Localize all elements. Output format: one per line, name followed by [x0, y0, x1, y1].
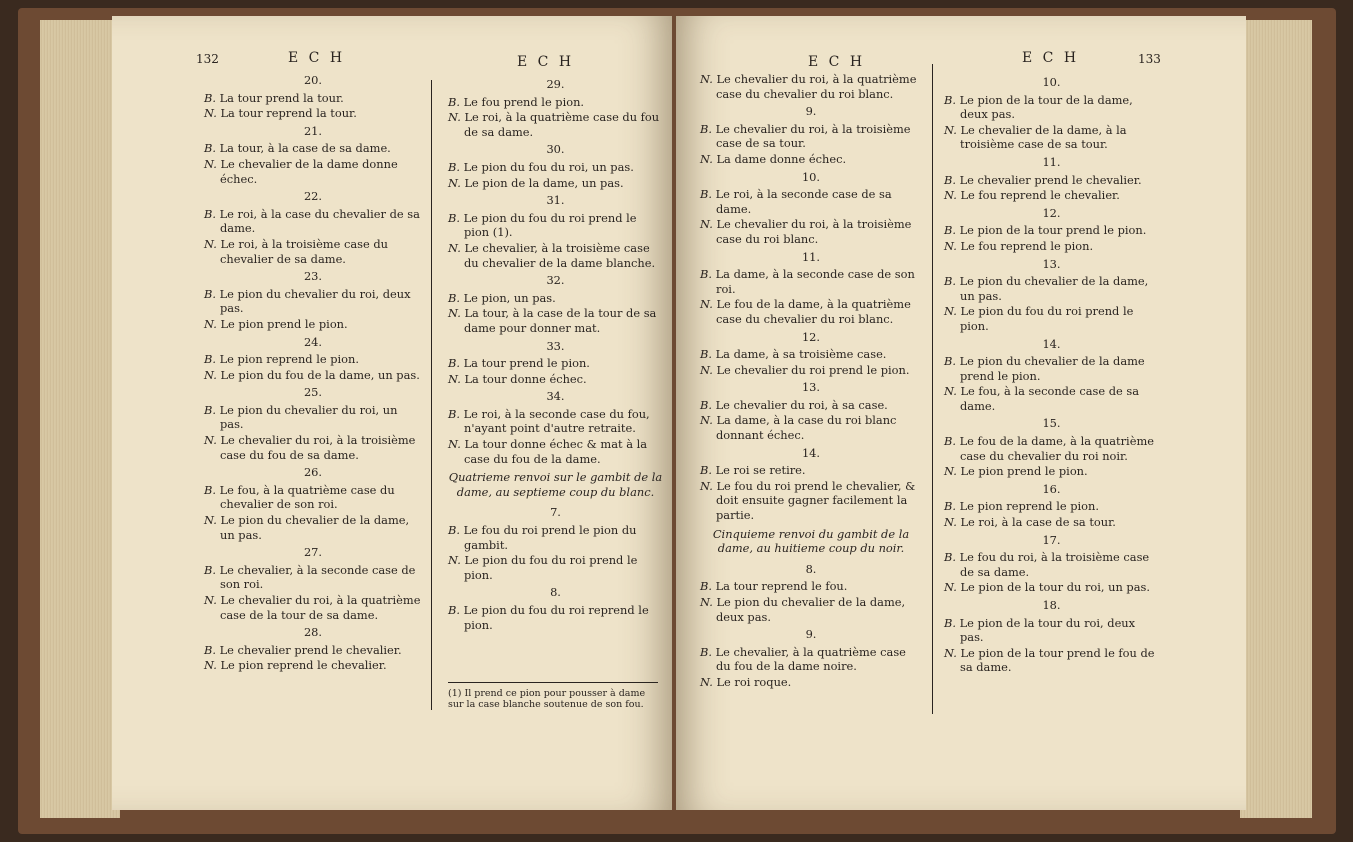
move-entry [700, 297, 922, 326]
move-number: 17. [1042, 532, 1061, 547]
footnote: (1) Il prend ce pion pour pousser à dame sur la case blanche soutenue de son fou. [448, 688, 646, 710]
player-marker: N. [204, 236, 217, 251]
player-marker: B. [700, 644, 712, 659]
move-text: Le roi, à la case de sa tour. [956, 515, 1116, 530]
move-entry [204, 658, 422, 673]
move-text: Le pion, un pas. [460, 290, 556, 305]
move-text: Le pion de la dame, un pas. [460, 175, 624, 190]
move-text: Le pion du fou du roi prend le pion. [956, 304, 1134, 333]
player-marker: B. [204, 402, 216, 417]
move-number: 22. [303, 189, 323, 204]
column-rule [431, 80, 432, 710]
move-number: 32. [546, 273, 565, 288]
player-marker: B. [700, 267, 712, 282]
move-number: 9. [805, 627, 817, 642]
player-marker: N. [700, 674, 713, 689]
move-text: Le pion prend le pion. [216, 316, 348, 331]
page-edges-left [40, 20, 120, 818]
player-marker: B. [700, 187, 712, 202]
player-marker: N. [700, 362, 713, 377]
move-text: Le chevalier du roi, à sa case. [712, 397, 888, 412]
player-marker: B. [700, 121, 712, 136]
move-text: Le fou du roi prend le pion du gambit. [460, 523, 637, 552]
move-entry [944, 515, 1159, 530]
move-number: 8. [805, 561, 817, 576]
move-entry [700, 122, 922, 151]
move-number: 23. [303, 269, 323, 284]
player-marker: N. [448, 371, 461, 386]
player-marker: B. [944, 92, 956, 107]
move-entry [944, 550, 1159, 579]
move-text: Le chevalier de la dame, à la troisième case de sa tour. [956, 122, 1127, 152]
player-marker: B. [448, 356, 460, 371]
move-entry [700, 479, 922, 523]
move-entry [204, 563, 422, 592]
move-entry [448, 160, 663, 175]
running-head: E C H [288, 50, 346, 66]
page-number-right: 133 [1138, 52, 1161, 66]
player-marker: B. [944, 274, 956, 289]
right-page-column-2 [944, 72, 1159, 676]
move-number: 11. [801, 249, 821, 264]
move-text: Le fou, à la seconde case de sa dame. [956, 384, 1140, 413]
player-marker: B. [448, 406, 460, 421]
move-text: Le fou reprend le pion. [956, 238, 1094, 253]
player-marker: N. [700, 413, 713, 428]
move-number: 11. [1042, 154, 1061, 169]
move-entry [700, 413, 922, 442]
player-marker: N. [944, 188, 957, 203]
player-marker: N. [700, 72, 713, 86]
move-entry [944, 304, 1159, 333]
footnote-rule [448, 682, 658, 683]
move-number: 16. [1042, 481, 1061, 496]
player-marker: N. [204, 513, 217, 528]
player-marker: B. [944, 354, 956, 369]
move-entry [944, 499, 1159, 514]
move-entry [204, 106, 422, 121]
move-text: Le fou prend le pion. [460, 94, 585, 109]
player-marker: N. [944, 580, 957, 595]
player-marker: B. [448, 94, 460, 109]
move-entry [204, 287, 422, 316]
move-number: 18. [1042, 598, 1061, 612]
move-text: Le pion reprend le pion. [956, 499, 1099, 514]
move-entry [700, 675, 922, 690]
page-number-left: 132 [196, 52, 219, 66]
move-text: Le roi, à la case du chevalier de sa dame. [216, 206, 420, 236]
move-text: La tour donne échec & mat à la case du fou de la dame. [460, 437, 648, 466]
move-number: 9. [805, 104, 817, 119]
move-entry [944, 93, 1159, 122]
move-entry [448, 407, 663, 436]
move-number: 26. [303, 465, 323, 480]
player-marker: B. [204, 642, 216, 657]
move-entry [944, 173, 1159, 188]
move-entry [700, 363, 922, 378]
move-text: Le pion du chevalier du roi, un pas. [216, 402, 398, 432]
player-marker: N. [204, 433, 217, 448]
player-marker: N. [944, 464, 957, 479]
move-entry [700, 72, 922, 101]
move-number: 10. [801, 169, 821, 184]
move-text: La tour, à la case de la tour de sa dame pour donner mat. [460, 306, 657, 335]
move-entry [944, 434, 1159, 463]
player-marker: N. [944, 645, 957, 660]
move-entry [204, 513, 422, 542]
move-number: 15. [1042, 416, 1061, 431]
player-marker: N. [944, 384, 957, 399]
player-marker: N. [448, 553, 461, 568]
column-rule [932, 64, 933, 714]
player-marker: N. [944, 304, 957, 319]
player-marker: N. [448, 110, 461, 125]
move-number: 31. [546, 193, 565, 208]
move-text: Le chevalier du roi, à la troisième case de sa tour. [712, 121, 911, 151]
move-text: Le chevalier de la dame donne échec. [216, 156, 398, 186]
move-text: La tour, à la case de sa dame. [216, 141, 391, 156]
move-number: 30. [546, 142, 565, 157]
move-entry [944, 354, 1159, 383]
move-entry [204, 317, 422, 332]
move-number: 21. [303, 123, 323, 138]
move-text: Le chevalier du roi, à la troisième case du roi blanc. [712, 217, 912, 246]
player-marker: N. [448, 175, 461, 190]
move-number: 14. [1042, 336, 1061, 351]
running-head: E C H [1022, 50, 1080, 66]
move-entry [204, 368, 422, 383]
move-text: Le chevalier, à la quatrième case du fou de la dame noire. [712, 644, 906, 674]
move-number: 33. [546, 338, 565, 353]
move-entry [448, 211, 663, 240]
move-entry [944, 616, 1159, 645]
move-entry [700, 217, 922, 246]
player-marker: N. [204, 156, 217, 171]
section-heading: Cinquieme renvoi du gambit de la dame, au huitieme coup du noir. [712, 526, 910, 556]
move-text: La dame, à sa troisième case. [712, 347, 887, 362]
move-number: 13. [1042, 256, 1061, 271]
player-marker: B. [700, 463, 712, 478]
move-entry [204, 403, 422, 432]
move-text: Le chevalier prend le chevalier. [956, 172, 1142, 187]
move-entry [204, 352, 422, 367]
player-marker: N. [448, 240, 461, 255]
move-number: 28. [303, 625, 323, 640]
move-entry [700, 579, 922, 594]
player-marker: B. [448, 290, 460, 305]
move-entry [204, 433, 422, 462]
move-text: Le roi roque. [712, 674, 792, 689]
page-edges-right [1240, 20, 1312, 818]
move-number: 7. [550, 505, 561, 520]
move-entry [700, 398, 922, 413]
move-text: Le fou du roi prend le chevalier, & doit ensuite gagner facilement la partie. [712, 478, 916, 523]
player-marker: N. [204, 316, 217, 331]
move-entry [944, 123, 1159, 152]
move-text: Le chevalier du roi, à la quatrième case de la tour de sa dame. [216, 593, 421, 622]
move-text: Le fou de la dame, à la quatrième case du chevalier du roi noir. [956, 434, 1154, 463]
move-text: Le pion de la tour du roi, un pas. [956, 580, 1150, 595]
move-entry [204, 157, 422, 186]
move-number: 34. [546, 389, 565, 404]
move-entry [204, 141, 422, 156]
move-text: Le pion du fou du roi prend le pion. [460, 553, 638, 582]
move-number: 12. [801, 329, 821, 344]
move-text: Le fou du roi, à la troisième case de sa dame. [956, 550, 1150, 579]
player-marker: B. [944, 434, 956, 449]
move-entry [944, 188, 1159, 203]
player-marker: N. [700, 217, 713, 232]
player-marker: B. [204, 352, 216, 367]
move-text: Le pion reprend le chevalier. [216, 658, 387, 673]
move-entry [448, 356, 663, 371]
move-text: La tour prend la tour. [216, 90, 344, 105]
move-text: Le pion du fou du roi, un pas. [460, 159, 634, 174]
move-number: 14. [801, 445, 821, 460]
section-heading: Quatrieme renvoi sur le gambit de la dame, au septieme coup du blanc. [448, 470, 663, 499]
player-marker: N. [944, 122, 957, 137]
move-entry [448, 437, 663, 466]
player-marker: B. [448, 603, 460, 617]
player-marker: N. [204, 593, 217, 607]
move-entry [448, 176, 663, 191]
right-page-column-1 [700, 72, 922, 691]
left-page-column-1 [204, 70, 422, 674]
player-marker: B. [944, 550, 956, 565]
move-entry [700, 152, 922, 167]
move-text: Le chevalier, à la troisième case du chevalier de la dame blanche. [460, 240, 656, 270]
player-marker: N. [944, 238, 957, 253]
player-marker: B. [944, 615, 956, 630]
move-text: Le roi, à la seconde case de sa dame. [712, 187, 892, 216]
move-entry [944, 223, 1159, 238]
move-entry [448, 603, 663, 632]
left-page-column-2 [448, 74, 663, 633]
move-number: 24. [303, 334, 323, 349]
player-marker: B. [700, 397, 712, 412]
move-text: Le chevalier prend le chevalier. [216, 642, 402, 657]
player-marker: N. [700, 151, 713, 166]
move-number: 29. [546, 77, 565, 91]
move-number: 13. [801, 380, 821, 395]
move-entry [944, 464, 1159, 479]
move-entry [700, 187, 922, 216]
move-number: 27. [303, 545, 323, 560]
move-text: Le roi se retire. [712, 463, 806, 478]
player-marker: N. [448, 437, 461, 452]
move-text: Le pion du chevalier de la dame, un pas. [956, 274, 1149, 303]
move-entry [448, 372, 663, 387]
move-entry [204, 237, 422, 266]
move-text: La dame, à la case du roi blanc donnant échec. [712, 413, 897, 443]
move-number: 20. [303, 73, 323, 87]
move-text: La dame donne échec. [712, 151, 847, 166]
player-marker: B. [204, 482, 216, 497]
move-entry [204, 593, 422, 622]
player-marker: B. [944, 223, 956, 238]
move-number: 12. [1042, 205, 1061, 220]
move-text: Le pion du chevalier de la dame prend le pion. [956, 354, 1145, 383]
move-entry [204, 207, 422, 236]
move-entry [204, 483, 422, 512]
player-marker: B. [204, 206, 216, 221]
player-marker: B. [944, 499, 956, 514]
player-marker: N. [204, 658, 217, 673]
player-marker: B. [448, 159, 460, 174]
running-head: E C H [517, 54, 575, 70]
move-text: Le pion de la tour de la dame, deux pas. [956, 92, 1133, 122]
move-entry [700, 595, 922, 624]
move-entry [448, 291, 663, 306]
player-marker: N. [204, 367, 217, 382]
player-marker: B. [448, 210, 460, 225]
move-entry [448, 306, 663, 335]
move-number: 10. [1042, 75, 1061, 89]
player-marker: N. [204, 106, 217, 121]
player-marker: B. [700, 579, 712, 594]
move-text: Le pion du chevalier de la dame, deux pas. [712, 595, 906, 624]
move-entry [700, 267, 922, 296]
move-text: Le pion du fou du roi reprend le pion. [460, 603, 649, 632]
player-marker: B. [700, 347, 712, 362]
move-text: Le pion de la tour prend le fou de sa dame. [956, 645, 1155, 675]
move-text: Le chevalier du roi, à la troisième case du fou de sa dame. [216, 433, 416, 462]
move-text: Le chevalier du roi, à la quatrième case du chevalier du roi blanc. [712, 72, 917, 101]
player-marker: N. [700, 595, 713, 609]
move-number: 25. [303, 385, 323, 400]
move-text: La tour reprend le fou. [712, 579, 848, 594]
move-text: Le pion du chevalier de la dame, un pas. [216, 513, 410, 542]
move-text: La tour donne échec. [460, 371, 587, 386]
player-marker: B. [204, 286, 216, 301]
move-text: Le pion du fou du roi prend le pion (1). [460, 210, 637, 240]
player-marker: B. [944, 172, 956, 187]
player-marker: B. [448, 523, 460, 538]
move-number: 8. [550, 585, 561, 600]
move-entry [700, 463, 922, 478]
running-head: E C H [808, 54, 866, 70]
move-entry [204, 643, 422, 658]
move-text: La tour prend le pion. [460, 356, 590, 371]
move-entry [448, 95, 663, 110]
move-text: Le fou, à la quatrième case du chevalier de son roi. [216, 482, 395, 512]
player-marker: B. [204, 141, 216, 156]
move-text: Le pion reprend le pion. [216, 352, 359, 367]
move-text: Le chevalier, à la seconde case de son roi. [216, 562, 416, 592]
move-text: Le fou reprend le chevalier. [956, 188, 1120, 203]
move-entry [944, 239, 1159, 254]
move-text: Le pion du chevalier du roi, deux pas. [216, 286, 411, 316]
move-text: La dame, à la seconde case de son roi. [712, 267, 915, 296]
player-marker: N. [448, 306, 461, 321]
move-text: Le roi, à la seconde case du fou, n'ayant point d'autre retraite. [460, 406, 650, 436]
move-text: Le pion du fou de la dame, un pas. [216, 367, 420, 382]
move-entry [448, 553, 663, 582]
player-marker: B. [204, 90, 216, 105]
move-text: Le fou de la dame, à la quatrième case du chevalier du roi blanc. [712, 297, 911, 326]
move-text: La tour reprend la tour. [216, 106, 357, 121]
move-entry [700, 645, 922, 674]
player-marker: N. [944, 515, 957, 530]
move-entry [944, 274, 1159, 303]
player-marker: N. [700, 478, 713, 493]
move-entry [944, 646, 1159, 675]
move-entry [204, 91, 422, 106]
move-text: Le chevalier du roi prend le pion. [712, 362, 910, 377]
move-text: Le roi, à la troisième case du chevalier de sa dame. [216, 236, 388, 266]
move-entry [448, 110, 663, 139]
move-entry [448, 241, 663, 270]
move-entry [448, 523, 663, 552]
move-text: Le pion prend le pion. [956, 464, 1088, 479]
player-marker: B. [204, 562, 216, 577]
move-text: Le roi, à la quatrième case du fou de sa dame. [460, 110, 660, 139]
move-text: Le pion de la tour prend le pion. [956, 223, 1147, 238]
move-entry [944, 580, 1159, 595]
move-entry [700, 347, 922, 362]
move-text: Le pion de la tour du roi, deux pas. [956, 615, 1136, 645]
move-entry [944, 384, 1159, 413]
player-marker: N. [700, 297, 713, 312]
